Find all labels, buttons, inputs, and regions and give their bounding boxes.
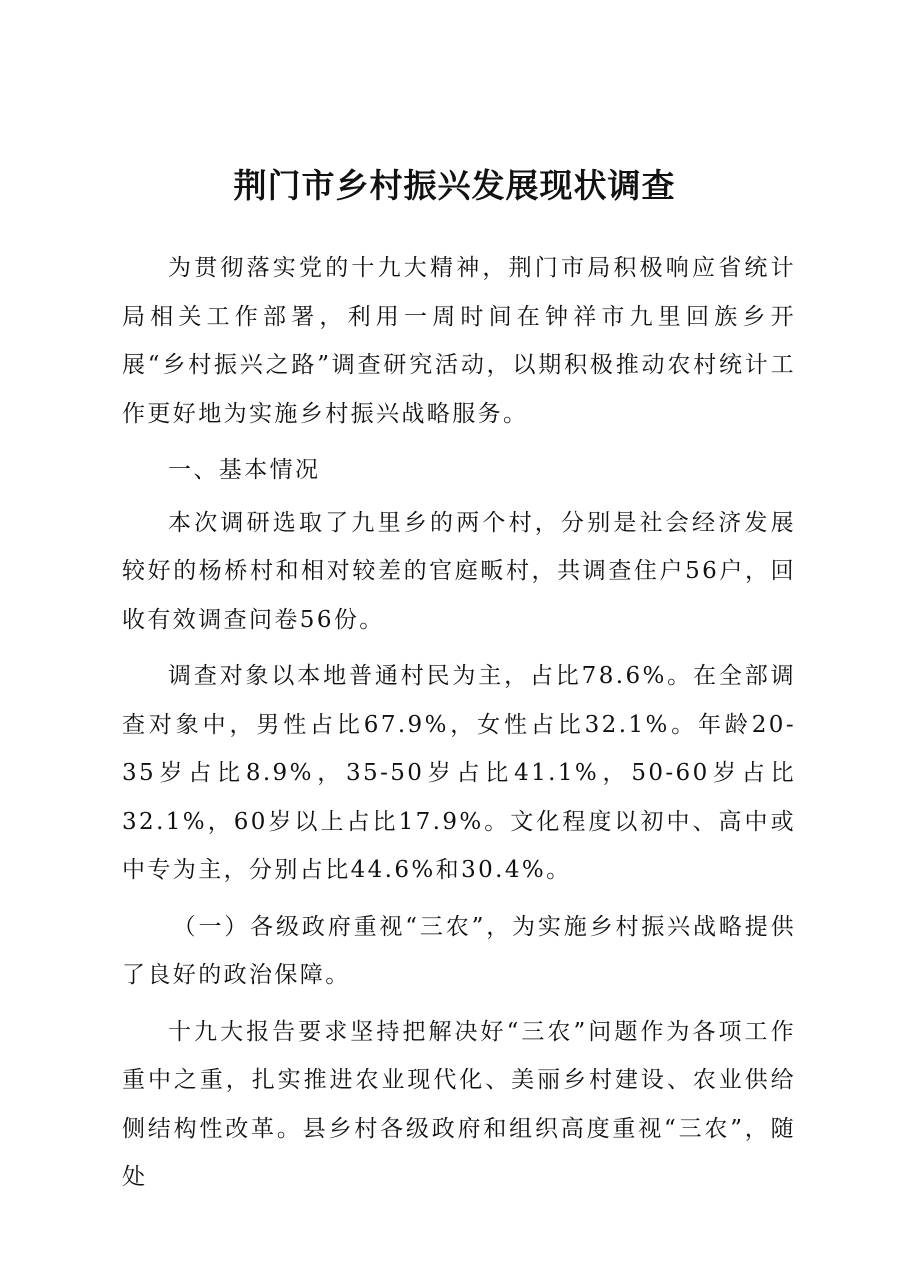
policy-paragraph: 十九大报告要求坚持把解决好“三农”问题作为各项工作重中之重，扎实推进农业现代化、美丽乡村建设、农业供给侧结构性改革。县乡村各级政府和组织高度重视“三农”，随处 (122, 1018, 796, 1190)
document-body (122, 244, 796, 1210)
document-title: 荆门市乡村振兴发展现状调查 (233, 166, 676, 205)
intro-paragraph: 为贯彻落实党的十九大精神，荆门市局积极响应省统计局相关工作部署，利用一周时间在钟祥市九里回族乡开展“乡村振兴之路”调查研究活动，以期积极推动农村统计工作更好地为实施乡村振兴战略服务。 (122, 255, 796, 427)
respondent-profile-paragraph: 调查对象以本地普通村民为主，占比78.6%。在全部调查对象中，男性占比67.9%，女性占比32.1%。年龄20-35岁占比8.9%，35-50岁占比41.1%，50-60岁占比32.1%，60岁以上占比17.9%。文化程度以初中、高中或中专为主，分别占比44.6%和30.4%。 (122, 663, 796, 883)
section-heading-basic-situation: 一、基本情况 (168, 457, 321, 483)
subsection-heading-government: （一）各级政府重视“三农”，为实施乡村振兴战略提供了良好的政治保障。 (122, 913, 796, 988)
survey-scope-paragraph: 本次调研选取了九里乡的两个村，分别是社会经济发展较好的杨桥村和相对较差的官庭畈村，共调查住户56户，回收有效调查问卷56份。 (122, 509, 796, 633)
